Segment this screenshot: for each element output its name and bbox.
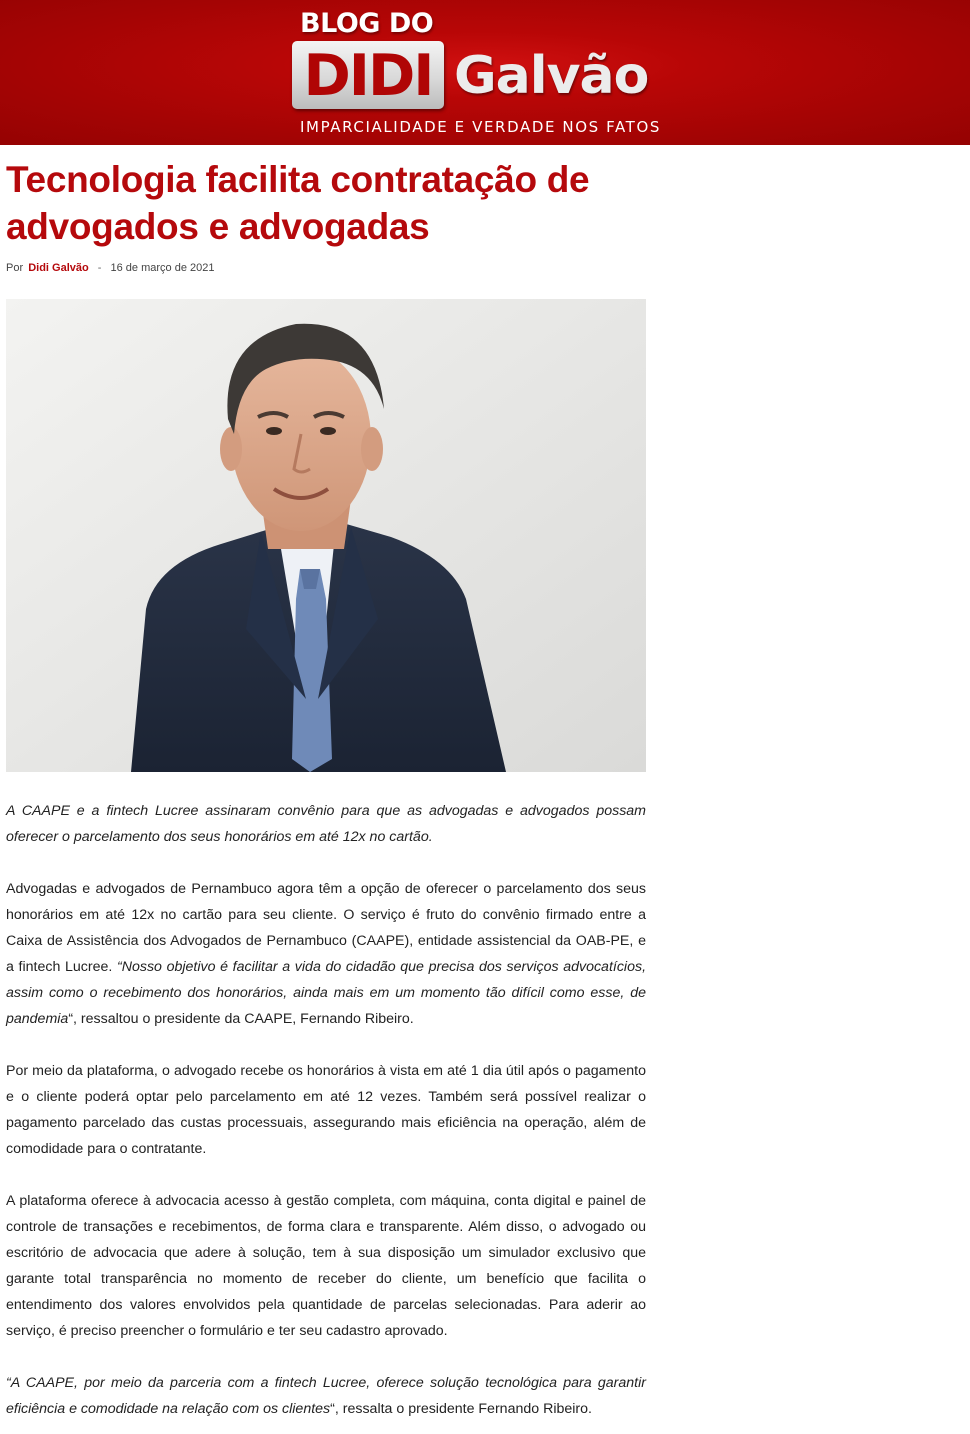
article-body <box>6 798 646 1434</box>
portrait-photo-icon <box>6 299 646 772</box>
logo-didi-box <box>292 41 444 109</box>
article-meta <box>6 262 214 274</box>
paragraph-2-text: Advogadas e advogados de Pernambuco agora têm a opção de oferecer o parcelamento dos seus honorários em até 12x no cartão para seu cliente. O serviço é fruto do convênio firmado entre a Caixa de Assistência dos Advogados de Pernambuco (CAAPE), entidade assistencial da OAB-PE, e a fintech Lucree. <box>6 881 646 975</box>
lead-text: A CAAPE e a fintech Lucree assinaram convênio para que as advogadas e advogados possam oferecer o parcelamento dos seus honorários em até 12x no cartão. <box>6 803 646 845</box>
article-title: Tecnologia facilita contratação de advogados e advogadas <box>6 159 590 247</box>
paragraph-5-after: “, ressalta o presidente Fernando Ribeiro. <box>330 1401 592 1417</box>
site-header <box>0 0 970 145</box>
author-link[interactable]: Didi Galvão <box>28 262 89 274</box>
paragraph-5 <box>6 1370 646 1422</box>
meta-separator: - <box>97 262 102 274</box>
paragraph-lead <box>6 798 646 850</box>
site-logo[interactable] <box>290 8 690 140</box>
logo-blog-do: BLOG DO <box>300 8 434 39</box>
paragraph-5-quote: “A CAAPE, por meio da parceria com a fintech Lucree, oferece solução tecnológica para garantir eficiência e comodidade na relação com os clientes <box>6 1375 646 1417</box>
publish-date: 16 de março de 2021 <box>110 262 215 274</box>
paragraph-3: Por meio da plataforma, o advogado recebe os honorários à vista em até 1 dia útil após o pagamento e o cliente poderá optar pelo parcelamento em até 12 vezes. Também será possível realizar o pagamento parcelado das custas processuais, assegurando mais eficiência na operação, além de comodidade para o contratante. <box>6 1063 646 1157</box>
logo-didi: DIDI <box>303 43 433 109</box>
paragraph-2-quote: “Nosso objetivo é facilitar a vida do cidadão que precisa dos serviços advocatícios, assim como o recebimento dos honorários, ainda mais em um momento tão difícil como esse, de pandemia <box>6 959 647 1027</box>
paragraph-2 <box>6 876 646 1032</box>
logo-tagline: IMPARCIALIDADE E VERDADE NOS FATOS <box>300 118 661 136</box>
paragraph-2-after: “, ressaltou o presidente da CAAPE, Fernando Ribeiro. <box>68 1011 414 1027</box>
logo-galvao: Galvão <box>454 46 649 106</box>
article-photo <box>6 299 646 772</box>
paragraph-4: A plataforma oferece à advocacia acesso à gestão completa, com máquina, conta digital e painel de controle de transações e recebimentos, de forma clara e transparente. Além disso, o advogado ou escritório de advocacia que adere à solução, tem à sua disposição um simulador exclusivo que garante total transparência no momento de receber do cliente, um benefício que facilita o entendimento dos valores envolvidos pela quantidade de parcelas selecionadas. Para aderir ao serviço, é preciso preencher o formulário e ter seu cadastro aprovado. <box>6 1193 646 1339</box>
meta-by: Por <box>6 262 24 274</box>
